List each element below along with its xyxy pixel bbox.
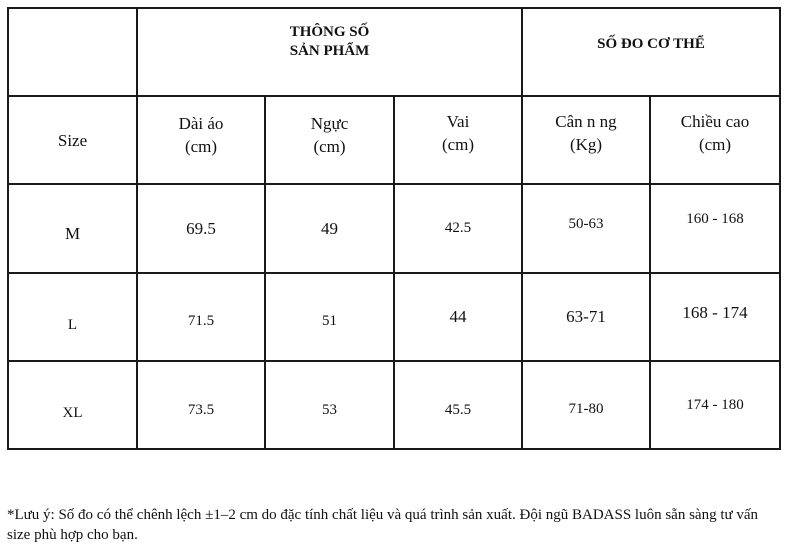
footnote: *Lưu ý: Số đo có thể chênh lệch ±1–2 cm do đặc tính chất liệu và quá trình sản xuất. Đội ngũ BADASS luôn sẵn sàng tư vấn size phù hợp cho bạn. [7,507,759,543]
length-cell: 69.5 [137,184,265,273]
height-column-header: Chiều cao (cm) [650,96,780,184]
length-cell: 73.5 [137,361,265,449]
length-column-header: Dài áo (cm) [137,96,265,184]
size-chart-table [7,7,781,450]
height-cell: 174 - 180 [650,361,780,449]
chest-cell: 49 [265,184,394,273]
table-row [8,361,780,449]
chest-cell: 51 [265,273,394,361]
body-measurement-header: SỐ ĐO CƠ THỂ [522,8,780,96]
size-cell: XL [8,361,137,449]
weight-cell: 71-80 [522,361,650,449]
size-cell: L [8,273,137,361]
chest-cell: 53 [265,361,394,449]
group-header-row [8,8,780,96]
length-cell: 71.5 [137,273,265,361]
weight-column-header: Cân n ng (Kg) [522,96,650,184]
shoulder-column-header: Vai (cm) [394,96,522,184]
column-header-row [8,96,780,184]
weight-cell: 50-63 [522,184,650,273]
chest-column-header: Ngực (cm) [265,96,394,184]
shoulder-cell: 42.5 [394,184,522,273]
shoulder-cell: 44 [394,273,522,361]
size-cell: M [8,184,137,273]
height-cell: 160 - 168 [650,184,780,273]
height-cell: 168 - 174 [650,273,780,361]
table-row [8,184,780,273]
corner-cell [8,8,137,96]
shoulder-cell: 45.5 [394,361,522,449]
size-column-header: Size [8,96,137,184]
weight-cell: 63-71 [522,273,650,361]
table-row [8,273,780,361]
product-spec-header: THÔNG SỐ SẢN PHẨM [137,8,522,96]
